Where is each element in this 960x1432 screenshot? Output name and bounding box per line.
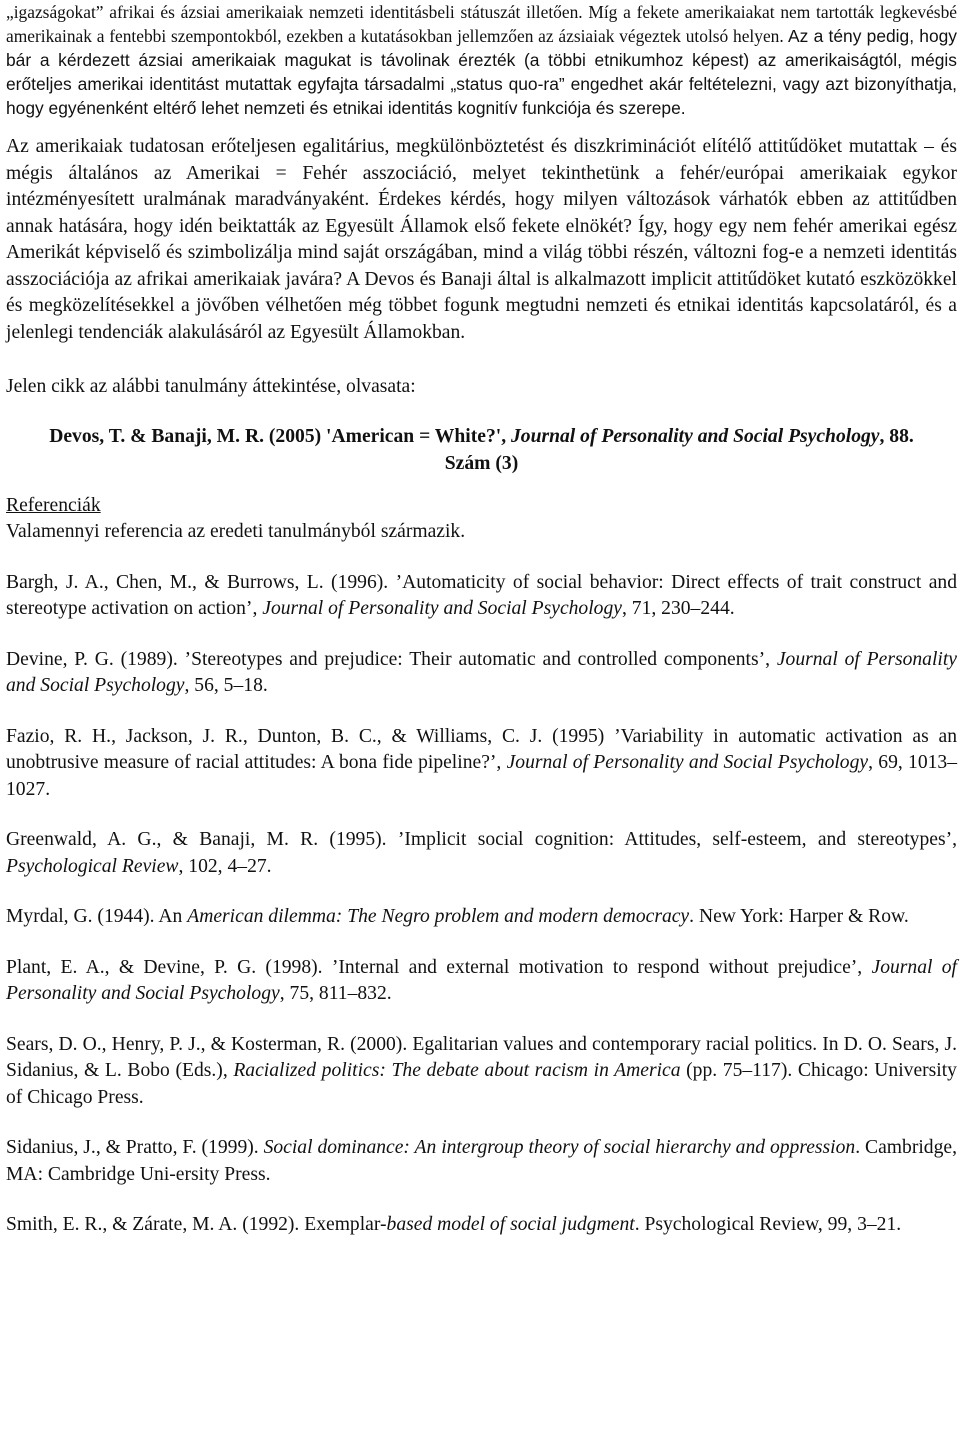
reference-title: Journal of Personality and Social Psychology [6, 956, 957, 1004]
reference-details: , 56, 5–18. [184, 675, 268, 696]
paragraph-1-part-1: „igazságokat” afrikai és ázsiai amerikaiak nemzeti identitásbeli státuszát illetően. Míg a fekete amerikaiakat nem tartották legkevésbé amerikainak a fentebbi szempontokból, ezekben a kutatásokban jellemzően az ázsiaiak végeztek utolsó helyen. [6, 2, 957, 46]
reference-details: , 69, 1013–1027. [6, 752, 958, 800]
reference-text: Sears, D. O., Henry, P. J., & Kosterman, R. (2000). Egalitarian values and contemporary racial politics. In D. O. Sears, J. Sidanius, & L. Bobo (Eds.), [6, 1033, 957, 1081]
reference-item [6, 1135, 957, 1188]
reference-text: Plant, E. A., & Devine, P. G. (1998). ’Internal and external motivation to respond without prejudice’, [6, 956, 872, 978]
reference-details: , 71, 230–244. [621, 598, 735, 619]
reference-details: , 102, 4–27. [178, 855, 272, 877]
paragraph-1-part-2: Az a tény pedig, hogy bár a kérdezett ázsiai amerikaiak magukat is távolinak érezték (a többi etnikumhoz képest) az amerikaiságtól, mégis erőteljes amerikai identitást mutattak egyfajta társadalmi „status quo-ra” engedhet akár feltételezni, vagy azt bizonyíthatja, hogy egyénenként eltérő lehet nemzeti és etnikai identitás kognitív funkciója és szerepe. [6, 26, 957, 118]
reference-title: Journal of Personality and Social Psychology [6, 648, 957, 696]
reference-text: Fazio, R. H., Jackson, J. R., Dunton, B. C., & Williams, C. J. (1995) ’Variability in automatic activation as an unobtrusive measure of racial attitudes: A bona fide pipeline?’, [6, 725, 957, 773]
reference-text: Myrdal, G. (1944). An [6, 906, 188, 927]
reference-item [6, 724, 957, 804]
reference-text: Sidanius, J., & Pratto, F. (1999). [6, 1137, 264, 1158]
reference-title: Journal of Personality and Social Psychology [262, 598, 622, 619]
paragraph-1 [6, 0, 957, 120]
reference-details: . Psychological Review, 99, 3–21. [634, 1214, 902, 1235]
reference-title: Psychological Review [6, 855, 179, 877]
citation-authors: Devos, T. & Banaji, M. R. (2005) 'American = White?', [49, 425, 507, 447]
citation-volume: , 88. Szám (3) [444, 425, 914, 474]
reference-details: , 75, 811–832. [279, 983, 392, 1004]
reference-text: Smith, E. R., & Zárate, M. A. (1992). Exemplar- [6, 1214, 387, 1235]
references-heading: Referenciák [6, 494, 101, 516]
reference-title: Racialized politics: The debate about racism in America [233, 1060, 681, 1081]
paragraph-2: Az amerikaiak tudatosan erőteljesen egalitárius, megkülönböztetést és diszkriminációt elítélő attitűdöket mutattak – és mégis általános az Amerikai = Fehér asszociáció, melyet tekinthetünk a fehér/európai amerikaiak egykor intézményesített uralmának maradványaként. Érdekes kérdés, hogy milyen változások várhatók ebben az attitűdben annak hatására, hogy idén beiktatták az Egyesült Államok első fekete elnökét? Így, hogy egy nem fehér amerikai egész Amerikát képviselő és szimbolizálja mind saját országában, mind a világ többi részén, változni fog-e a nemzeti identitás asszociációja az afrikai amerikaiak javára? A Devos és Banaji által is alkalmazott implicit attitűdöket kutató eszközökkel és megközelítésekkel a jövőben vélhetően még többet fogunk megtudni nemzeti és etnikai identitás kapcsolatáról, és a jelenlegi tendenciák alakulásáról az Egyesült Államokban. [6, 136, 957, 343]
reference-item [6, 827, 957, 880]
reference-list [6, 570, 957, 1239]
reference-title: Journal of Personality and Social Psychology [506, 752, 869, 773]
reference-details: . Cambridge, MA: Cambridge Uni-ersity Press. [6, 1137, 957, 1185]
reference-text: Bargh, J. A., Chen, M., & Burrows, L. (1996). ’Automaticity of social behavior: Direct effects of trait construct and stereotype activation on action’, [6, 571, 957, 619]
reference-item [6, 904, 957, 931]
reference-title: American dilemma: The Negro problem and modern democracy [187, 906, 690, 927]
reference-item [6, 1212, 957, 1239]
reference-item [6, 570, 957, 623]
reference-item [6, 647, 957, 700]
citation-journal: Journal of Personality and Social Psychology [511, 425, 880, 447]
reference-details: . New York: Harper & Row. [689, 906, 909, 927]
reviewed-study-citation [6, 423, 957, 477]
reference-title: Social dominance: An intergroup theory of social hierarchy and oppression [263, 1137, 856, 1158]
reference-item [6, 1032, 957, 1112]
reference-details: (pp. 75–117). Chicago: University of Chicago Press. [6, 1060, 957, 1108]
reference-text: Greenwald, A. G., & Banaji, M. R. (1995). ’Implicit social cognition: Attitudes, self-esteem, and stereotypes’, [6, 829, 957, 850]
reference-title: based model of social judgment [386, 1214, 635, 1235]
reference-text: Devine, P. G. (1989). ’Stereotypes and prejudice: Their automatic and controlled components’, [6, 648, 777, 670]
intro-line: Jelen cikk az alábbi tanulmány áttekintése, olvasata: [6, 376, 416, 397]
references-note: Valamennyi referencia az eredeti tanulmányból származik. [6, 521, 466, 542]
reference-item [6, 955, 957, 1008]
